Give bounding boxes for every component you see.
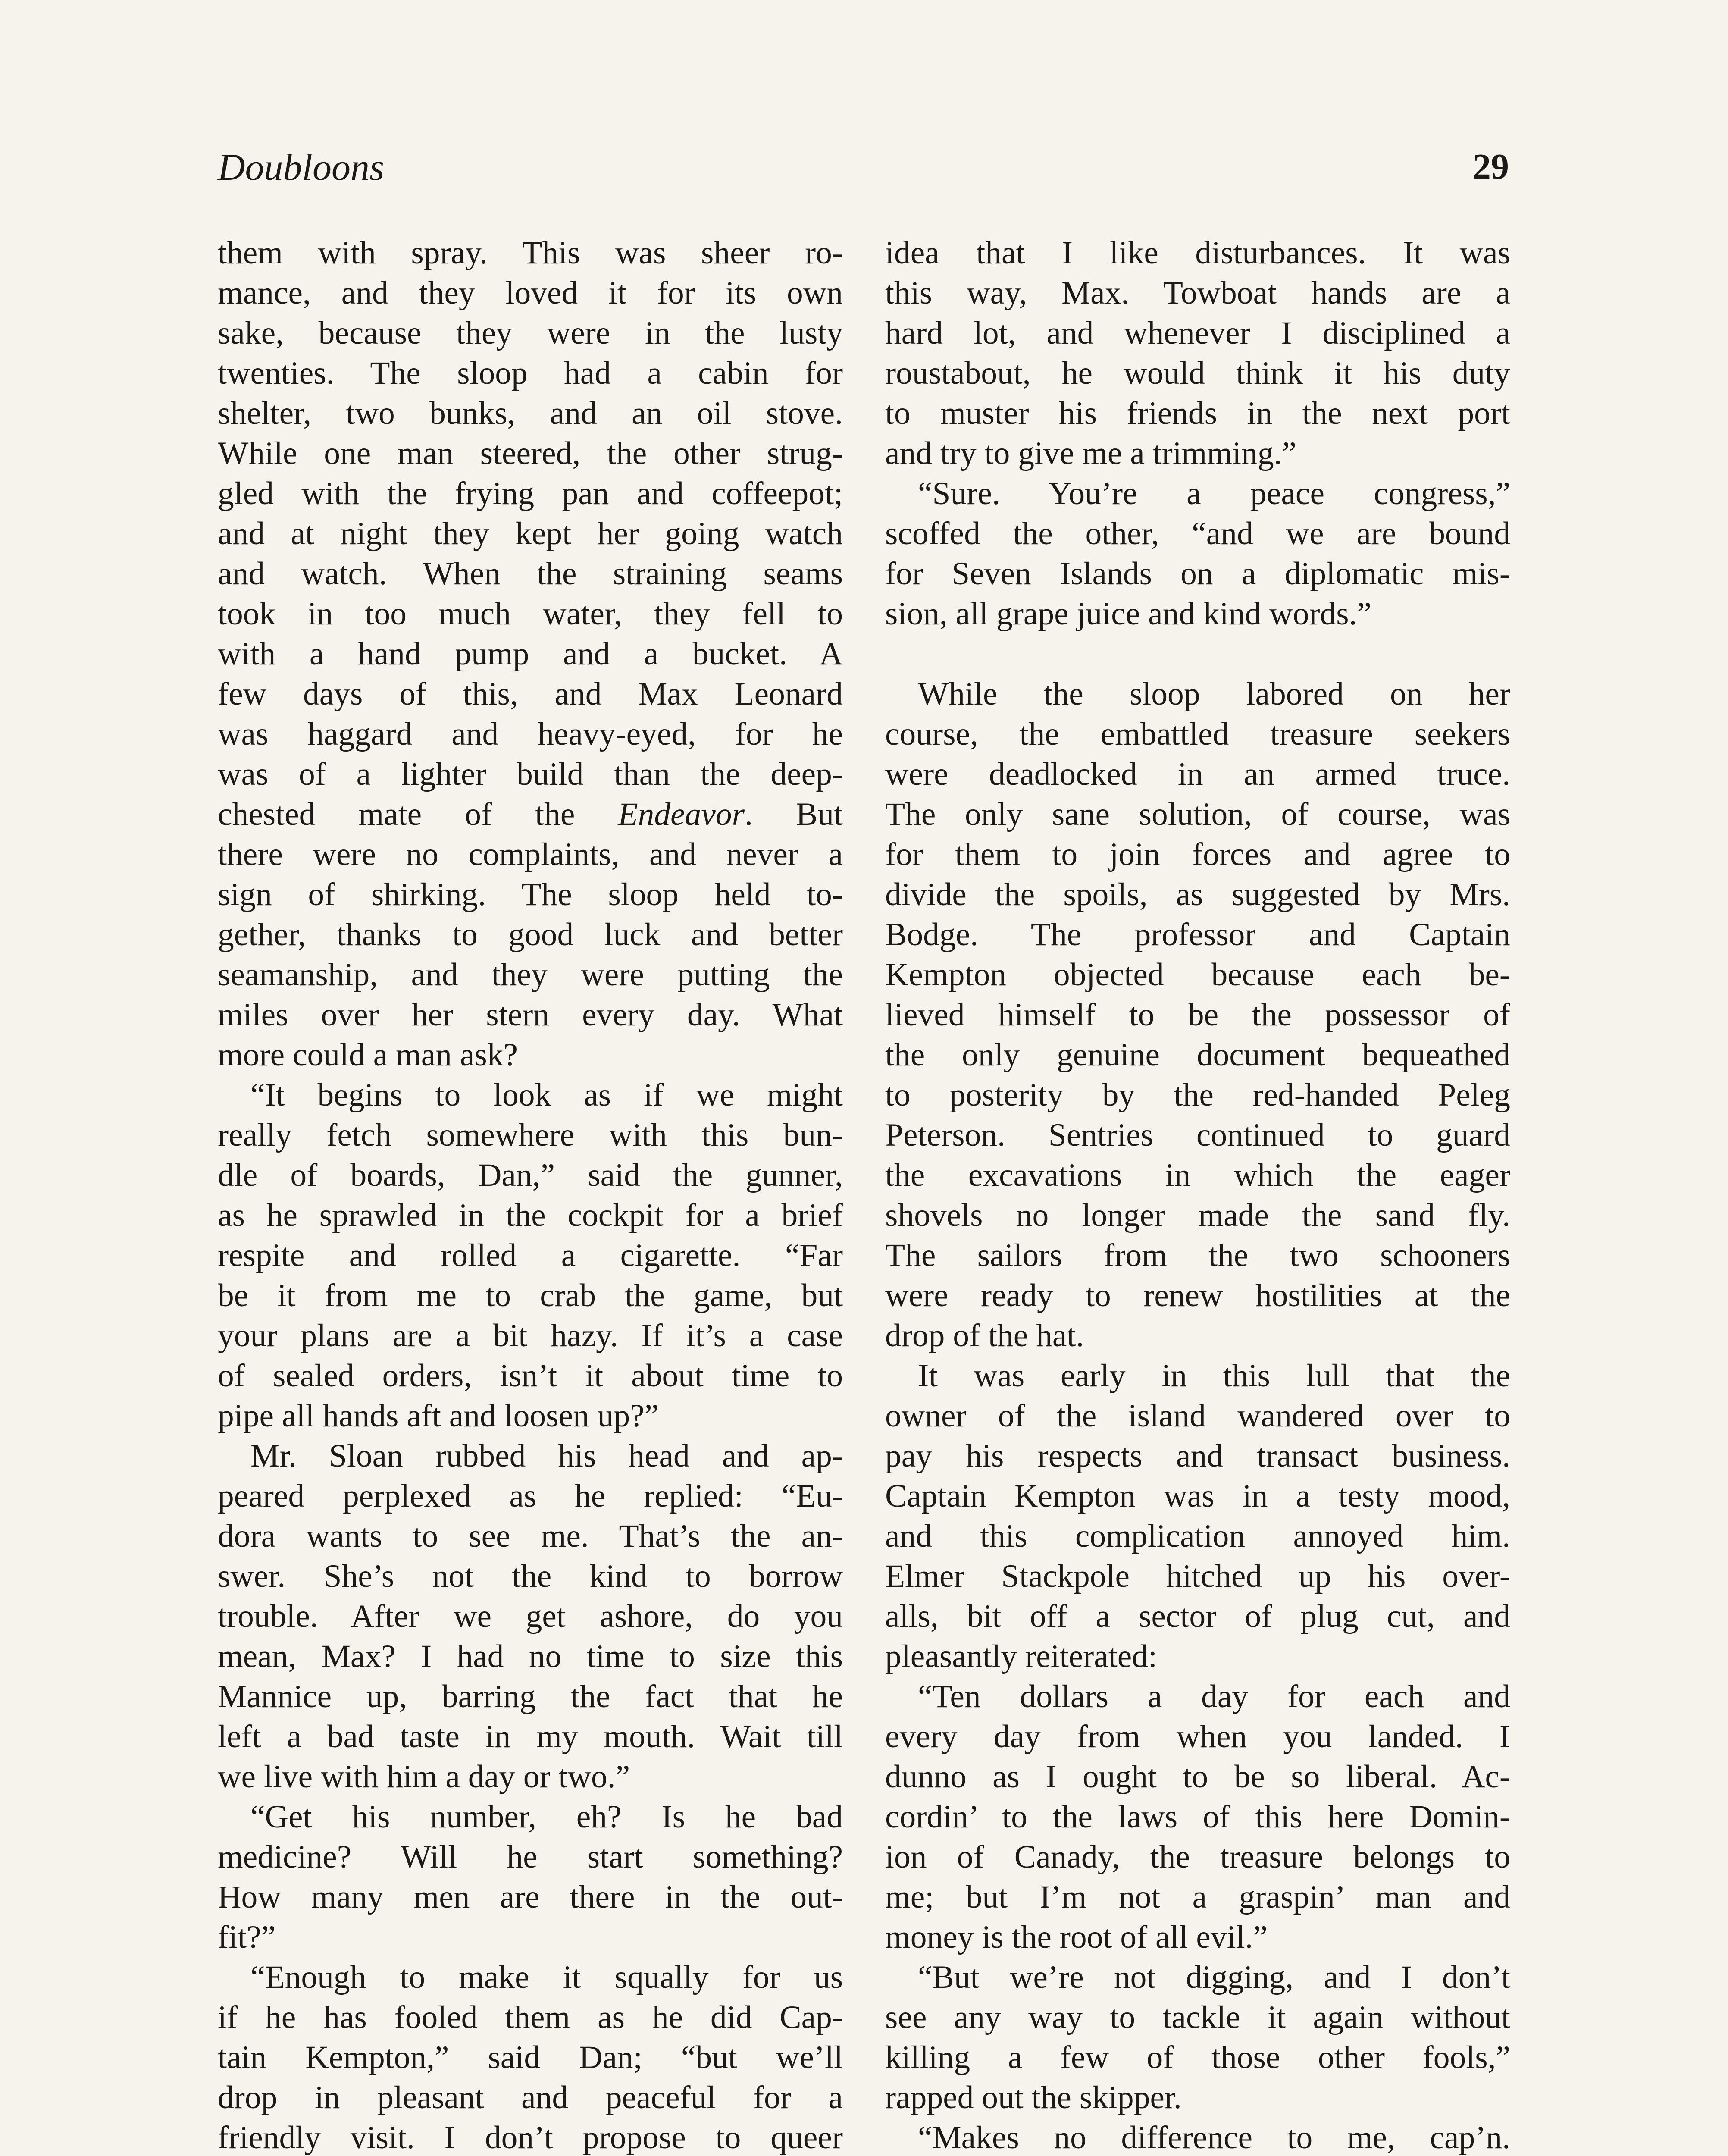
text-line: Elmer Stackpole hitched up his over-: [885, 1558, 1510, 1594]
text-line: The only sane solution, of course, was: [885, 796, 1510, 832]
text-line: tain Kempton,” said Dan; “but we’ll: [218, 2040, 843, 2075]
text-line: It was early in this lull that the: [918, 1358, 1510, 1394]
text-line: peared perplexed as he replied: “Eu-: [218, 1478, 843, 1514]
text-line: as he sprawled in the cockpit for a brief: [218, 1197, 843, 1233]
text-line: While the sloop labored on her: [918, 676, 1510, 712]
text-line: pay his respects and transact business.: [885, 1438, 1510, 1474]
text-line: How many men are there in the out-: [218, 1879, 843, 1915]
text-line: sion, all grape juice and kind words.”: [885, 596, 1372, 632]
text-line: and this complication annoyed him.: [885, 1518, 1510, 1554]
text-line: be it from me to crab the game, but: [218, 1278, 843, 1313]
text-line: owner of the island wandered over to: [885, 1398, 1510, 1434]
text-line: gether, thanks to good luck and better: [218, 917, 843, 953]
text-line: respite and rolled a cigarette. “Far: [218, 1238, 843, 1273]
text-line: few days of this, and Max Leonard: [218, 676, 843, 712]
text-line: Mr. Sloan rubbed his head and ap-: [250, 1438, 843, 1474]
text-line: if he has fooled them as he did Cap-: [218, 1999, 843, 2035]
text-line: dle of boards, Dan,” said the gunner,: [218, 1157, 843, 1193]
text-line: and try to give me a trimming.”: [885, 436, 1296, 471]
text-line: this way, Max. Towboat hands are a: [885, 275, 1510, 311]
text-line: and watch. When the straining seams: [218, 556, 843, 592]
text-line: Peterson. Sentries continued to guard: [885, 1117, 1510, 1153]
text-line: “Enough to make it squally for us: [250, 1959, 843, 1995]
text-line: every day from when you landed. I: [885, 1719, 1510, 1755]
text-line: left a bad taste in my mouth. Wait till: [218, 1719, 843, 1755]
text-line: ion of Canady, the treasure belongs to: [885, 1839, 1510, 1875]
text-line: lieved himself to be the possessor of: [885, 997, 1510, 1033]
text-line: hard lot, and whenever I disciplined a: [885, 315, 1510, 351]
page-number: 29: [1473, 147, 1509, 187]
text-line: rapped out the skipper.: [885, 2080, 1182, 2115]
text-line: and at night they kept her going watch: [218, 516, 843, 552]
text-line: drop of the hat.: [885, 1318, 1084, 1354]
text-line: were ready to renew hostilities at the: [885, 1278, 1510, 1313]
text-line: cordin’ to the laws of this here Domin-: [885, 1799, 1510, 1835]
text-line: sake, because they were in the lusty: [218, 315, 843, 351]
text-line: your plans are a bit hazy. If it’s a case: [218, 1318, 843, 1354]
text-line: there were no complaints, and never a: [218, 837, 843, 872]
text-line: more could a man ask?: [218, 1037, 518, 1073]
text-line: killing a few of those other fools,”: [885, 2040, 1510, 2075]
text-line: divide the spoils, as suggested by Mrs.: [885, 877, 1510, 912]
text-line: mance, and they loved it for its own: [218, 275, 843, 311]
text-line: pleasantly reiterated:: [885, 1639, 1157, 1674]
text-line: “Sure. You’re a peace congress,”: [918, 476, 1510, 511]
text-line: “Makes no difference to me, cap’n.: [918, 2120, 1510, 2156]
text-line: see any way to tackle it again without: [885, 1999, 1510, 2035]
text-line: was haggard and heavy-eyed, for he: [218, 716, 843, 752]
section-break: [885, 634, 1510, 674]
text-line: shovels no longer made the sand fly.: [885, 1197, 1510, 1233]
text-line: sign of shirking. The sloop held to-: [218, 877, 843, 912]
text-line: fit?”: [218, 1919, 276, 1955]
text-line-end: . But: [744, 796, 843, 832]
text-line: the excavations in which the eager: [885, 1157, 1510, 1193]
text-line: me; but I’m not a graspin’ man and: [885, 1879, 1510, 1915]
text-line: “It begins to look as if we might: [250, 1077, 843, 1113]
text-line: we live with him a day or two.”: [218, 1759, 630, 1795]
text-line: for them to join forces and agree to: [885, 837, 1510, 872]
text-line-with-ship-name: [218, 794, 843, 834]
text-line: While one man steered, the other strug-: [218, 436, 843, 471]
text-line: for Seven Islands on a diplomatic mis-: [885, 556, 1510, 592]
text-line: “Ten dollars a day for each and: [918, 1679, 1510, 1714]
text-line: alls, bit off a sector of plug cut, and: [885, 1598, 1510, 1634]
text-line: took in too much water, they fell to: [218, 596, 843, 632]
text-line: Kempton objected because each be-: [885, 957, 1510, 993]
text-line: to muster his friends in the next port: [885, 395, 1510, 431]
text-line: Mannice up, barring the fact that he: [218, 1679, 843, 1714]
text-line: “But we’re not digging, and I don’t: [918, 1959, 1510, 1995]
text-line: friendly visit. I don’t propose to queer: [218, 2120, 843, 2156]
text-line: dunno as I ought to be so liberal. Ac-: [885, 1759, 1510, 1795]
text-line: idea that I like disturbances. It was: [885, 235, 1510, 271]
text-line: really fetch somewhere with this bun-: [218, 1117, 843, 1153]
text-line: of sealed orders, isn’t it about time to: [218, 1358, 843, 1394]
text-line: money is the root of all evil.”: [885, 1919, 1268, 1955]
text-line: mean, Max? I had no time to size this: [218, 1639, 843, 1674]
text-line: The sailors from the two schooners: [885, 1238, 1510, 1273]
text-line: Bodge. The professor and Captain: [885, 917, 1510, 953]
text-line: shelter, two bunks, and an oil stove.: [218, 395, 843, 431]
text-line: dora wants to see me. That’s the an-: [218, 1518, 843, 1554]
text-line: course, the embattled treasure seekers: [885, 716, 1510, 752]
ship-name-italic: Endeavor: [618, 796, 745, 832]
right-column: [885, 233, 1510, 2156]
text-line: “Get his number, eh? Is he bad: [250, 1799, 843, 1835]
text-line: were deadlocked in an armed truce.: [885, 756, 1510, 792]
text-line: roustabout, he would think it his duty: [885, 355, 1510, 391]
text-line: drop in pleasant and peaceful for a: [218, 2080, 843, 2115]
text-line: medicine? Will he start something?: [218, 1839, 843, 1875]
text-line: with a hand pump and a bucket. A: [218, 636, 843, 672]
text-line: to posterity by the red-handed Peleg: [885, 1077, 1510, 1113]
text-line: gled with the frying pan and coffeepot;: [218, 476, 843, 511]
running-title: Doubloons: [218, 147, 385, 188]
text-line: twenties. The sloop had a cabin for: [218, 355, 843, 391]
text-line: seamanship, and they were putting the: [218, 957, 843, 993]
text-line: was of a lighter build than the deep-: [218, 756, 843, 792]
text-line: the only genuine document bequeathed: [885, 1037, 1510, 1073]
left-column: [218, 233, 843, 2156]
text-line: scoffed the other, “and we are bound: [885, 516, 1510, 552]
text-line: swer. She’s not the kind to borrow: [218, 1558, 843, 1594]
text-line: them with spray. This was sheer ro-: [218, 235, 843, 271]
text-line: trouble. After we get ashore, do you: [218, 1598, 843, 1634]
text-line: Captain Kempton was in a testy mood,: [885, 1478, 1510, 1514]
text-line-start: chested mate of the: [218, 796, 618, 832]
text-line: pipe all hands aft and loosen up?”: [218, 1398, 659, 1434]
text-line: miles over her stern every day. What: [218, 997, 843, 1033]
